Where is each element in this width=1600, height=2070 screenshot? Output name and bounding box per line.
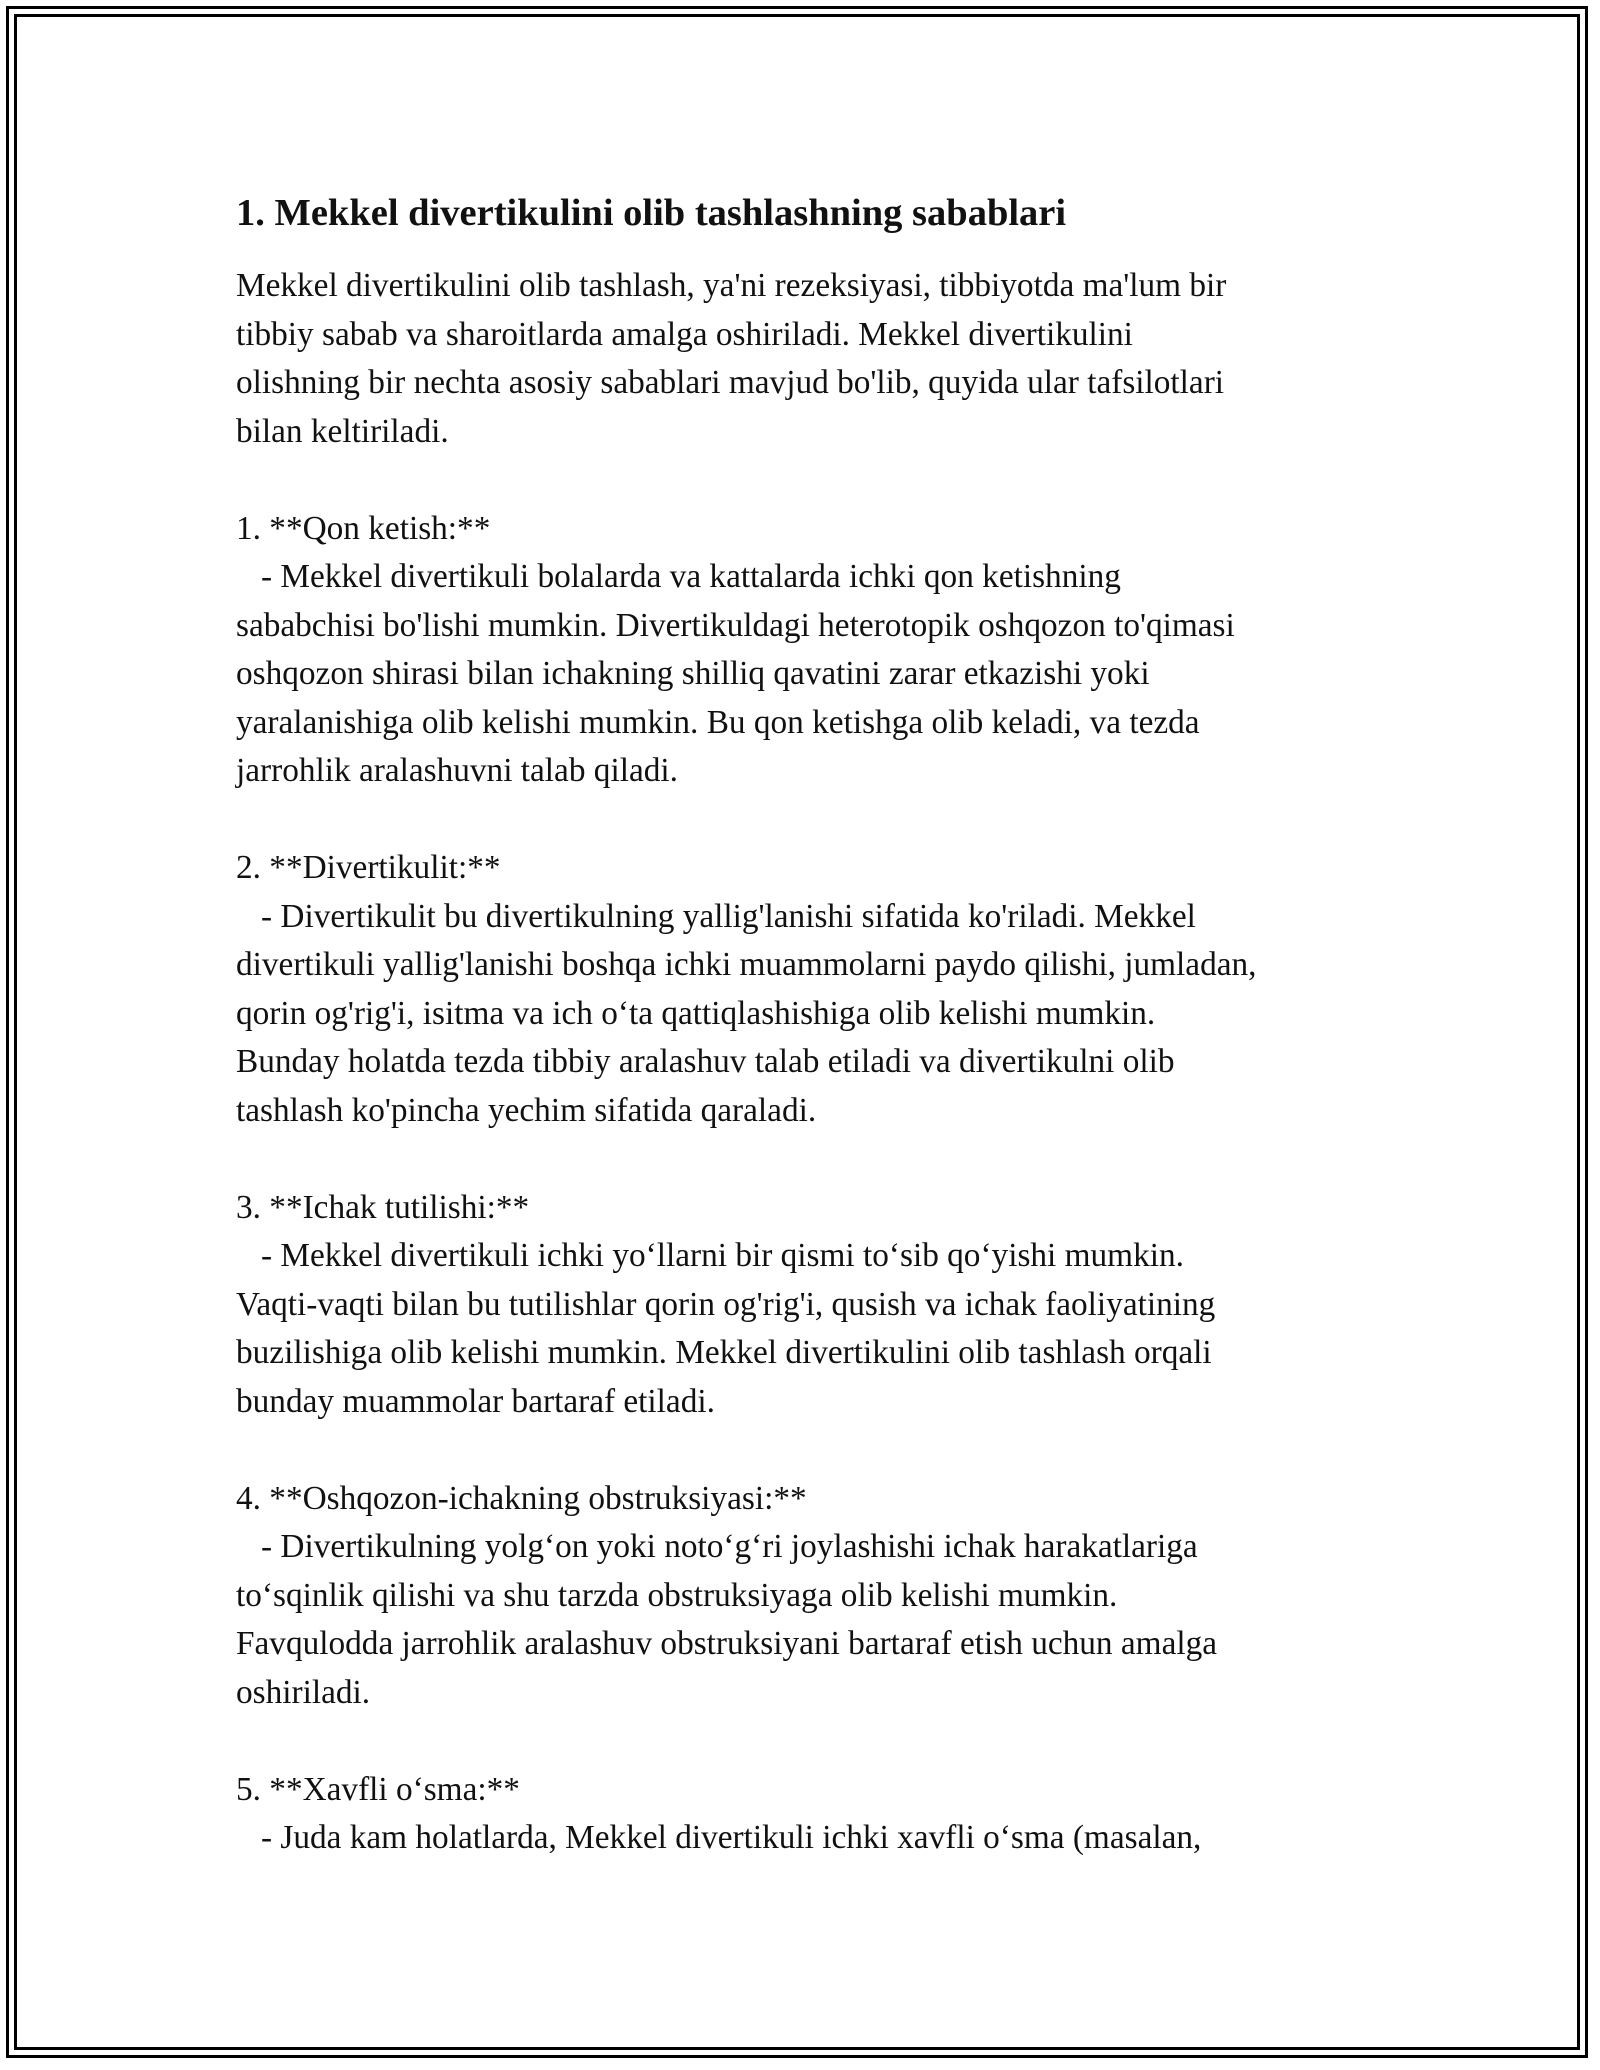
section-body: - Divertikulit bu divertikulning yallig'lanishi sifatida ko'riladi. Mekkel divertikuli yallig'lanishi boshqa ichki muammolarni paydo qilishi, jumladan, qorin og'rig'i, isitma va ich o‘ta qattiqlashishiga olib kelishi mumkin. Bunday holatda tezda tibbiy aralashuv talab etiladi va divertikulni olib tashlash ko'pincha yechim sifatida qaraladi. — [236, 897, 1257, 1129]
section-heading: 2. **Divertikulit:** — [236, 849, 501, 886]
section-malignant-tumor — [236, 1766, 1396, 1863]
section-body: - Juda kam holatlarda, Mekkel divertikuli ichki xavfli o‘sma (masalan, — [236, 1819, 1202, 1856]
section-heading: 4. **Oshqozon-ichakning obstruksiyasi:** — [236, 1479, 807, 1517]
section-bleeding — [236, 505, 1396, 796]
section-heading: 1. **Qon ketish:** — [236, 509, 491, 547]
section-diverticulitis — [236, 844, 1396, 1135]
intro-paragraph: Mekkel divertikulini olib tashlash, ya'ni rezeksiyasi, tibbiyotda ma'lum bir tibbiy sabab va sharoitlarda amalga oshiriladi. Mekkel divertikulini olishning bir nechta asosiy sabablari mavjud bo'lib, quyida ular tafsilotlari bilan keltiriladi. — [236, 267, 1227, 450]
section-heading: 3. **Ichak tutilishi:** — [236, 1188, 530, 1226]
section-heading: 5. **Xavfli o‘sma:** — [236, 1770, 520, 1808]
section-body: - Mekkel divertikuli ichki yo‘llarni bir qismi to‘sib qo‘yishi mumkin. Vaqti-vaqti bilan bu tutilishlar qorin og'rig'i, qusish va ichak faoliyatining buzilishiga olib kelishi mumkin. Mekkel divertikulini olib tashlash orqali bunday muammolar bartaraf etiladi. — [236, 1237, 1216, 1420]
section-intestinal-obstruction — [236, 1184, 1396, 1427]
section-gi-obstruction — [236, 1475, 1396, 1718]
document-content — [236, 186, 1396, 1863]
section-body: - Mekkel divertikuli bolalarda va kattalarda ichki qon ketishning sababchisi bo'lishi mumkin. Divertikuldagi heterotopik oshqozon to'qimasi oshqozon shirasi bilan ichakning shilliq qavatini zarar etkazishi yoki yaralanishiga olib kelishi mumkin. Bu qon ketishga olib keladi, va tezda jarrohlik aralashuvni talab qiladi. — [236, 558, 1235, 789]
section-body: - Divertikulning yolg‘on yoki noto‘g‘ri joylashishi ichak harakatlariga to‘sqinlik qilishi va shu tarzda obstruksiyaga olib kelishi mumkin. Favqulodda jarrohlik aralashuv obstruksiyani bartaraf etish uchun amalga oshiriladi. — [236, 1528, 1218, 1711]
document-title: 1. Mekkel divertikulini olib tashlashning sabablari — [236, 192, 1067, 234]
